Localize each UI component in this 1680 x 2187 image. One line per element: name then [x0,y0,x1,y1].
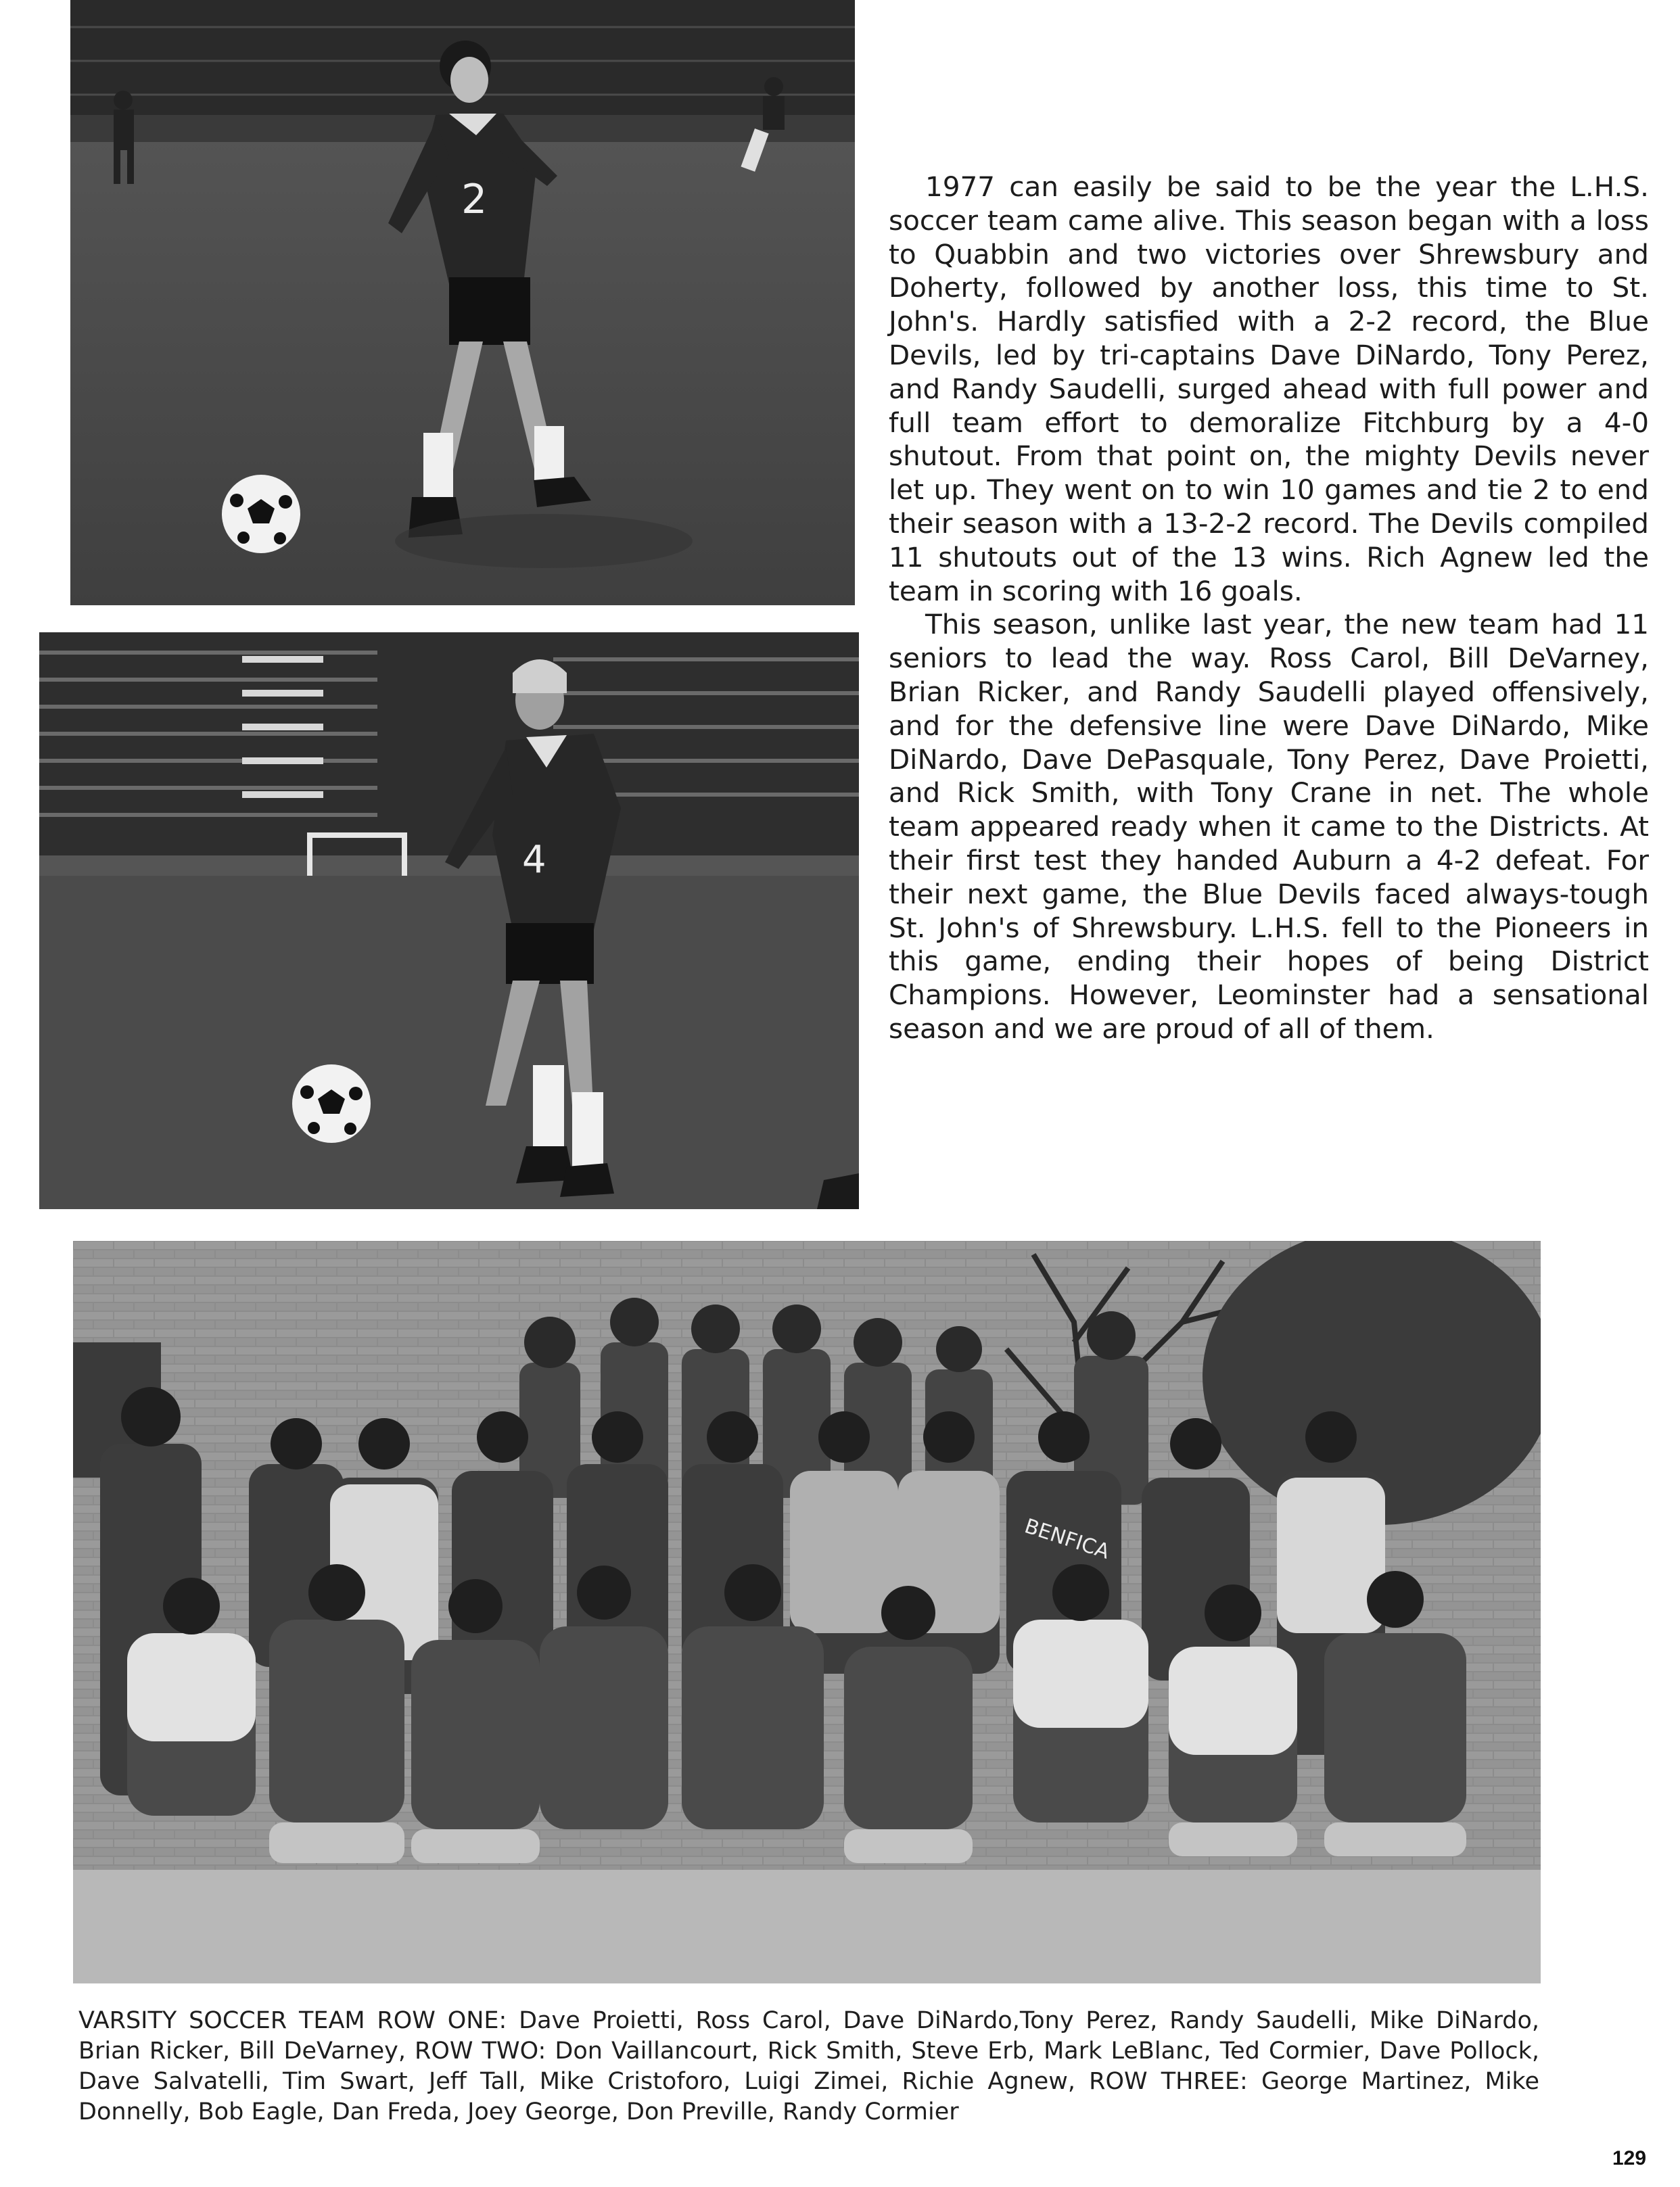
top-jersey-number: 2 [461,176,488,223]
photo-middle-illustration [39,632,859,1209]
article-body [889,170,1649,1046]
photo-top-illustration [70,0,855,605]
article-paragraph-1: 1977 can easily be said to be the year the L.H.S. soccer team came alive. This season began with a loss to Quabbin and two victories over Shrewsbury and Doherty, followed by another loss, this time to St. John's. Hardly satisfied with a 2-2 record, the Blue Devils, led by tri-captains Dave DiNardo, Tony Perez, and Randy Saudelli, surged ahead with full power and full team effort to demoralize Fitchburg by a 4-0 shutout. From that point on, the mighty Devils never let up. They went on to win 10 games and tie 2 to end their season with a 13-2-2 record. The Devils compiled 11 shutouts out of the 13 wins. Rich Agnew led the team in scoring with 16 goals. [889,170,1649,607]
photo-team-illustration [73,1241,1541,1983]
team-shirt-text: BENFICA [1021,1514,1113,1564]
photo-soccer-player-dribbling [70,0,855,605]
photo-soccer-player-bleachers [39,632,859,1209]
photo-varsity-soccer-team [73,1241,1541,1983]
team-photo-caption: VARSITY SOCCER TEAM ROW ONE: Dave Proietti, Ross Carol, Dave DiNardo,Tony Perez, Randy Saudelli, Mike DiNardo, Brian Ricker, Bill DeVarney, ROW TWO: Don Vaillancourt, Rick Smith, Steve Erb, Mark LeBlanc, Ted Cormier, Dave Pollock, Dave Salvatelli, Tim Swart, Jeff Tall, Mike Cristoforo, Luigi Zimei, Richie Agnew, ROW THREE: George Martinez, Mike Donnelly, Bob Eagle, Dan Freda, Joey George, Don Preville, Randy Cormier [78,2007,1539,2125]
article-paragraph-2: This season, unlike last year, the new team had 11 seniors to lead the way. Ross Carol, Bill DeVarney, Brian Ricker, and Randy Saudelli played offensively, and for the defensive line were Dave DiNardo, Mike DiNardo, Dave DePasquale, Tony Perez, Dave Proietti, and Rick Smith, with Tony Crane in net. The whole team appeared ready when it came to the Districts. At their first test they handed Auburn a 4-2 defeat. For their next game, the Blue Devils faced always-tough St. John's of Shrewsbury. L.H.S. fell to the Pioneers in this game, ending their hopes of being District Champions. However, Leominster had a sensational season and we are proud of all of them. [889,608,1649,1045]
middle-jersey-number: 4 [522,838,546,882]
page-number: 129 [1612,2147,1647,2169]
soccer-ball-icon [292,1064,371,1143]
soccer-ball-icon [222,475,300,553]
